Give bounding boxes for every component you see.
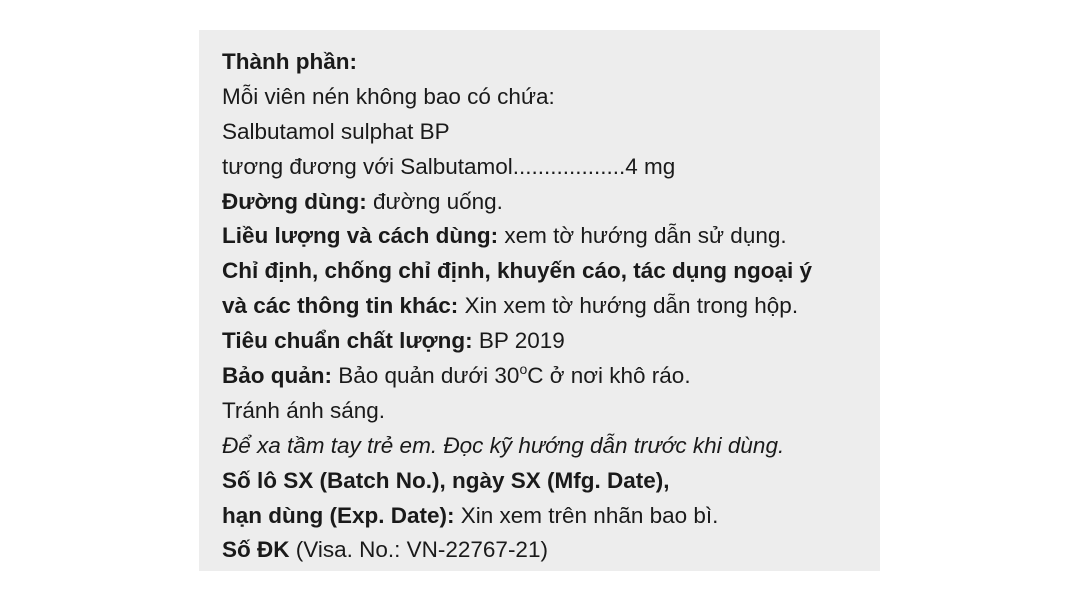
composition-heading: Thành phần: <box>222 49 357 74</box>
batch-value: Xin xem trên nhãn bao bì. <box>454 502 719 528</box>
indications-line-2 <box>222 289 812 324</box>
label-text-block <box>222 45 812 568</box>
visa-label: Số ĐK <box>222 537 290 563</box>
indications-label-line-1: Chỉ định, chống chỉ định, khuyến cáo, tác dụng ngoại ý <box>222 258 813 284</box>
equivalent-line: tương đương với Salbutamol..................4 mg <box>222 153 676 179</box>
standard-label: Tiêu chuẩn chất lượng: <box>222 328 473 354</box>
storage-value-before: Bảo quản dưới 30 <box>332 363 520 389</box>
indications-value: Xin xem tờ hướng dẫn trong hộp. <box>458 293 799 319</box>
route-value: đường uống. <box>366 188 503 214</box>
standard-line <box>222 324 812 359</box>
route-label: Đường dùng: <box>222 188 367 214</box>
batch-label-2: hạn dùng (Exp. Date): <box>222 502 455 528</box>
storage-value-after: C ở nơi khô ráo. <box>527 363 691 389</box>
batch-line-2 <box>222 499 812 534</box>
batch-label-line-1: Số lô SX (Batch No.), ngày SX (Mfg. Date), <box>222 467 670 493</box>
storage-label: Bảo quản: <box>222 363 332 389</box>
route-line <box>222 185 812 220</box>
storage-line-2: Tránh ánh sáng. <box>222 397 386 423</box>
indications-label-2: và các thông tin khác: <box>222 293 459 319</box>
composition-intro: Mỗi viên nén không bao có chứa: <box>222 83 555 109</box>
dosage-label: Liều lượng và cách dùng: <box>222 223 499 249</box>
warning-line: Để xa tầm tay trẻ em. Đọc kỹ hướng dẫn trước khi dùng. <box>222 432 785 458</box>
degree-symbol: o <box>519 361 528 378</box>
product-label-panel <box>199 30 880 571</box>
visa-line <box>222 533 812 568</box>
visa-value: (Visa. No.: VN-22767-21) <box>289 537 548 563</box>
dosage-line <box>222 219 812 254</box>
ingredient-line: Salbutamol sulphat BP <box>222 118 450 144</box>
storage-line <box>222 359 812 394</box>
dosage-value: xem tờ hướng dẫn sử dụng. <box>498 223 787 249</box>
standard-value: BP 2019 <box>472 328 565 354</box>
